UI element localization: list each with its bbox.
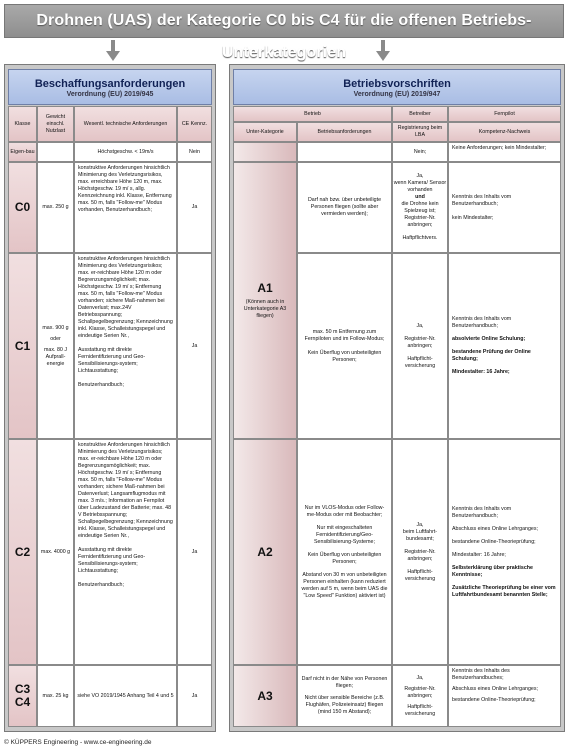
- a3-reg-1: Ja,: [416, 674, 424, 681]
- c0-komp-2: kein Mindestalter;: [452, 214, 494, 221]
- grp-fernpilot: Fernpilot: [448, 106, 561, 122]
- a2-komp-2: Abschluss eines Online Lehrganges;: [452, 525, 538, 532]
- subcat-a3-label: A3: [257, 689, 273, 703]
- a2-komp-1: Kenntnis des Inhalts vom Benutzerhandbuch;: [452, 505, 512, 519]
- subcat-a3: [233, 665, 297, 727]
- class-c4: C4: [14, 695, 31, 709]
- a2-komp-4: Mindestalter: 16 Jahre;: [452, 551, 506, 558]
- c1-technik-3: Benutzerhandbuch;: [78, 382, 124, 388]
- c1-gewicht-2: oder: [50, 335, 61, 342]
- c2-technik-3: Benutzerhandbuch;: [78, 582, 124, 588]
- a3-betriebsanf: [297, 665, 392, 727]
- col-gewicht: Gewicht einschl. Nutzlast: [37, 106, 74, 142]
- a2-ba-2: Nur mit eingeschalteten Fernidentifizierung/Geo-Sensibilisierung-Systeme;: [314, 524, 375, 545]
- a3-kompetenz: [448, 665, 561, 727]
- a3-reg-3: Haftpflicht-versicherung: [404, 703, 436, 717]
- c2-gewicht: max. 4000 g: [37, 439, 74, 665]
- subcat-a1-label: A1: [257, 281, 273, 295]
- a2-ba-3: Kein Überflug von unbeteiligten Personen;: [307, 551, 382, 565]
- a2-registrierung: [392, 439, 448, 665]
- c1-komp-4: Mindestalter: 16 Jahre;: [452, 369, 510, 375]
- class-c0: C0: [8, 162, 37, 253]
- a3-komp-2: Abschluss eines Online Lehrganges;: [452, 686, 538, 692]
- c34-technik: siehe VO 2019/1945 Anhang Teil 4 und 5: [74, 665, 177, 727]
- a2-komp-6: Zusätzliche Theorieprüfung be einer vom Luftfahrtbundesamt benannten Stelle;: [452, 584, 556, 598]
- c0-komp-1: Kenntnis des Inhalts vom Benutzerhandbuch;: [452, 193, 512, 207]
- eigenbau-betriebsanf: [297, 142, 392, 162]
- c1-komp-3: bestandene Prüfung der Online Schulung;: [452, 349, 531, 362]
- c0-technik: konstruktive Anforderungen hinsichtlich Minimierung des Verletzungsrisikos, max. erreichbare Höhe 120 m, max. Höchstgeschw. 19 m/ s, allg. Kennzeichnung inkl. Klasse, Entfernung max. 50 m, falls "Follow-me" Modus vorhanden, Benutzerhandbuch;: [74, 162, 177, 253]
- a3-ba-1: Darf nicht in der Nähe von Personen fliegen;: [301, 676, 388, 689]
- c2-ce: Ja: [177, 439, 212, 665]
- col-registrierung: Registrierung beim LBA: [392, 122, 448, 142]
- a2-reg-4: Haftpflicht-versicherung: [404, 568, 436, 582]
- subcat-a1: [233, 162, 297, 439]
- a2-reg-1: Ja,: [416, 521, 424, 528]
- c1-technik-2: Ausstattung mit direkte Fernidentifizierung und Geo-Sensibilisierungs-system; Lichtausstattung;: [78, 347, 146, 374]
- subcat-a2: [233, 439, 297, 665]
- a3-komp-3: bestandene Online-Theorieprüfung;: [452, 697, 536, 703]
- c34-gewicht: max. 25 kg: [37, 665, 74, 727]
- a2-komp-3: bestandene Online-Theorieprüfung;: [452, 538, 536, 545]
- footer-copyright: © KÜPPERS Engineering - www.ce-engineering.de: [4, 739, 152, 746]
- class-c2: C2: [8, 439, 37, 665]
- c34-ce: Ja: [177, 665, 212, 727]
- c1-technik-1: konstruktive Anforderungen hinsichtlich Minimierung des Verletzungsrisikos; max. er-reichbare Höhe 120 m oder Begrenzungsmöglichkeit; max. Höchstgeschw. 19 m/ s; Entfernung max. 50 m, falls "Follow-me" Modus vorhanden; sichere Maß-nahmen bei Datenverlust; max.24V Betriebsspannung; Schallpegelbegrenzung; Kennzeichnung inkl. Klasse, Schalleistungspegel und eindeutige Serien Nr.,: [78, 256, 173, 339]
- c2-technik-2: Ausstattung mit direkte Fernidentifizierung und Geo-Sensibilisierungs-system; Lichtausstattung;: [78, 547, 146, 574]
- c1-gewicht: [37, 253, 74, 439]
- c1-ba-1: max. 50 m Entfernung zum Fernpiloten und im Follow-Modus;: [304, 328, 385, 342]
- c2-technik-1: konstruktive Anforderungen hinsichtlich Minimierung des Verletzungsrisikos; max. er-reichbare Höhe 120 m oder Begrenzungsmöglichkeit; max. Höchstgeschw. 19 m/ s; Entfernung max. 50 m, falls "Follow-me" Modus vorhanden; sichere Maß-nahmen bei Datenverlust; Langsamflugmodus mit max. 3 m/s.; Information an Fernpilot über Ladezustand der Batterie; max. 48 V Betriebsspannung; Schallpegelbegrenzung; Kennzeichnung inkl. Klasse, Schalleistungspegel und eindeutige Serien Nr.,: [78, 442, 173, 539]
- a2-komp-5: Selbsterklärung über praktische Kenntnisse;: [452, 564, 533, 578]
- a2-reg-3: Registrier-Nr. anbringen;: [404, 548, 436, 562]
- col-unterkat: Unter-Kategorie: [233, 122, 297, 142]
- c1-registrierung: [392, 253, 448, 439]
- eigenbau-kompetenz: Keine Anforderungen; kein Mindestalter;: [448, 142, 561, 162]
- eigenbau-technik: Höchstgeschw. < 19m/s: [74, 142, 177, 162]
- a2-kompetenz: [448, 439, 561, 665]
- c1-komp-1: Kenntnis des Inhalts vom Benutzerhandbuch;: [452, 316, 512, 329]
- a3-reg-2: Registrier-Nr. anbringen;: [404, 685, 436, 699]
- c0-gewicht: max. 250 g: [37, 162, 74, 253]
- c0-registrierung: [392, 162, 448, 253]
- a3-ba-2: Nicht über sensible Bereiche (z.B. Flughäfen, Polizeieinsatz) fliegen (mind 150 m Abstand);: [304, 695, 385, 715]
- a2-ba-4: Abstand von 30 m von unbeteiligten Personen einhalten (kann reduziert werden auf 5 m, wenn beim UAS die "Low Speed" Funktion) aktiviert ist): [301, 571, 388, 599]
- left-header: [8, 69, 212, 105]
- c0-betriebsanf: Darf nah bzw. über unbeteiligte Personen fliegen (sollte aber vermieden werden);: [297, 162, 392, 253]
- a3-komp-1: Kenntnis des Inhalts des Benutzerhandbuches;: [452, 668, 510, 681]
- right-header: [233, 69, 561, 105]
- c1-betriebsanf: [297, 253, 392, 439]
- a2-ba-1: Nur im VLOS-Modus oder Follow-me-Modus oder mit Beobachter;: [304, 504, 385, 518]
- class-c1: C1: [8, 253, 37, 439]
- eigenbau-klasse: Eigen-bau: [8, 142, 37, 162]
- c0-reg-1: Ja,: [416, 173, 424, 179]
- right-header-title: Betriebsvorschriften: [343, 78, 451, 90]
- c0-reg-4: die Drohne kein Spielzeug ist;: [401, 201, 439, 214]
- col-betriebsanf: Betriebsanforderungen: [297, 122, 392, 142]
- page-title: Drohnen (UAS) der Kategorie C0 bis C4 für die offenen Betriebs-Unterkategorien: [4, 4, 564, 38]
- subcat-a1-note: (Können auch in Unterkategorie A3 fliegen): [243, 299, 287, 319]
- eigenbau-gewicht: [37, 142, 74, 162]
- c1-ce: Ja: [177, 253, 212, 439]
- grp-betreiber: Betreiber: [392, 106, 448, 122]
- c0-reg-2: wenn Kamera/ Sensor vorhanden: [393, 180, 447, 193]
- a2-betriebsanf: [297, 439, 392, 665]
- c1-gewicht-3: max. 80 J Aufprall-energie: [44, 346, 67, 367]
- c0-kompetenz: [448, 162, 561, 253]
- col-kompetenz: Kompetenz-Nachweis: [448, 122, 561, 142]
- c2-technik: [74, 439, 177, 665]
- grp-betrieb: Betrieb: [233, 106, 392, 122]
- col-klasse: Klasse: [8, 106, 37, 142]
- col-ce: CE Kennz.: [177, 106, 212, 142]
- c1-gewicht-1: max. 900 g: [42, 324, 69, 331]
- c1-reg-1: Ja,: [416, 322, 424, 329]
- eigenbau-unterkat: [233, 142, 297, 162]
- c0-reg-6: Haftpflichtvers.: [402, 235, 438, 241]
- a2-reg-2: beim Luftfahrt-bundesamt;: [402, 528, 438, 542]
- c0-reg-5: Registrier-Nr. anbringen;: [404, 215, 436, 228]
- left-header-title: Beschaffungsanforderungen: [34, 78, 186, 90]
- c1-reg-3: Haftpflicht-versicherung: [404, 355, 436, 369]
- subcat-a2-label: A2: [257, 545, 273, 559]
- c1-ba-2: Kein Überflug von unbeteiligten Personen;: [307, 349, 382, 363]
- class-c3: C3: [14, 682, 31, 696]
- eigenbau-registrierung: Nein;: [392, 142, 448, 162]
- c1-kompetenz: [448, 253, 561, 439]
- col-technik: Wesentl. technische Anforderungen: [74, 106, 177, 142]
- a3-registrierung: [392, 665, 448, 727]
- right-header-sub: Verordnung (EU) 2019/947: [353, 91, 441, 98]
- c0-reg-3: und: [415, 194, 425, 200]
- c1-technik: [74, 253, 177, 439]
- c1-reg-2: Registrier-Nr. anbringen;: [404, 335, 436, 349]
- left-header-sub: Verordnung (EU) 2019/945: [66, 91, 154, 98]
- eigenbau-ce: Nein: [177, 142, 212, 162]
- class-c3-c4: [8, 665, 37, 727]
- c0-ce: Ja: [177, 162, 212, 253]
- c1-komp-2: absolvierte Online Schulung;: [452, 336, 526, 342]
